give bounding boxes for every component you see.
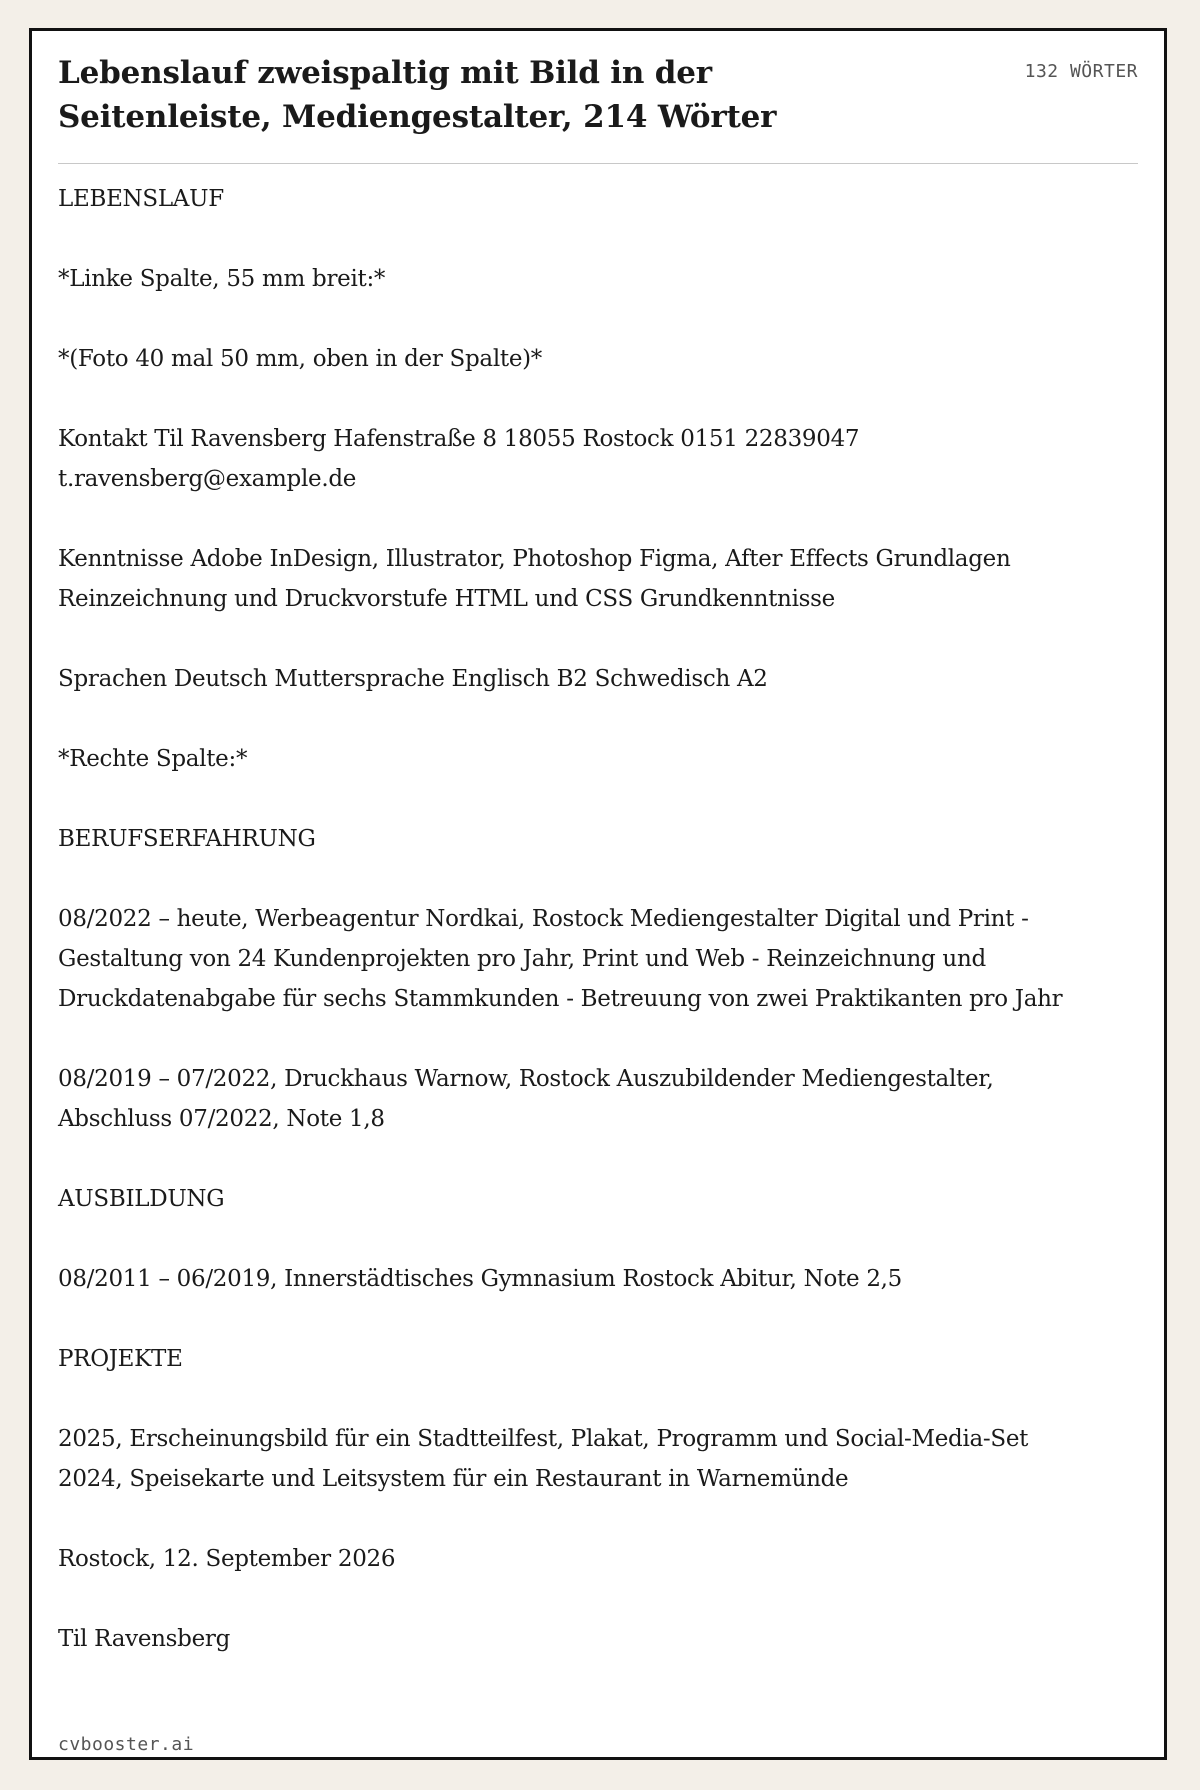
- experience-entry-2: 08/2019 – 07/2022, Druckhaus Warnow, Rostock Auszubildender Mediengestalter, Abschluss 07/2022, Note 1,8: [58, 1066, 994, 1132]
- languages-section: Sprachen Deutsch Muttersprache Englisch B2 Schwedisch A2: [58, 666, 768, 692]
- cv-document-card: [29, 28, 1167, 1760]
- document-title: Lebenslauf zweispaltig mit Bild in der Seitenleiste, Mediengestalter, 214 Wörter: [58, 55, 777, 135]
- education-entry-1: 08/2011 – 06/2019, Innerstädtisches Gymnasium Rostock Abitur, Note 2,5: [58, 1266, 902, 1292]
- skills-section: Kenntnisse Adobe InDesign, Illustrator, Photoshop Figma, After Effects Grundlagen Reinzeichnung und Druckvorstufe HTML und CSS Grundkenntnisse: [58, 546, 1011, 612]
- left-column-note: *Linke Spalte, 55 mm breit:*: [58, 266, 386, 292]
- place-date: Rostock, 12. September 2026: [58, 1546, 396, 1572]
- contact-section: Kontakt Til Ravensberg Hafenstraße 8 18055 Rostock 0151 22839047 t.ravensberg@example.de: [58, 426, 860, 492]
- projects-heading: PROJEKTE: [58, 1346, 183, 1372]
- projects-section: 2025, Erscheinungsbild für ein Stadtteilfest, Plakat, Programm und Social-Media-Set 2024, Speisekarte und Leitsystem für ein Restaurant in Warnemünde: [58, 1426, 1029, 1492]
- photo-note: *(Foto 40 mal 50 mm, oben in der Spalte)*: [58, 346, 543, 372]
- experience-heading: BERUFSERFAHRUNG: [58, 826, 316, 852]
- education-heading: AUSBILDUNG: [58, 1186, 225, 1212]
- cv-heading: LEBENSLAUF: [58, 186, 224, 212]
- document-body: [58, 179, 1098, 1699]
- word-count-badge: 132 WÖRTER: [1024, 61, 1138, 82]
- experience-entry-1: 08/2022 – heute, Werbeagentur Nordkai, Rostock Mediengestalter Digital und Print - Gestaltung von 24 Kundenprojekten pro Jahr, Print und Web - Reinzeichnung und Druckdatenabgabe für sechs Stammkunden - Betreuung von zwei Praktikanten pro Jahr: [58, 906, 1063, 1012]
- document-header: [58, 51, 1138, 164]
- footer-brand: cvbooster.ai: [58, 1734, 195, 1755]
- signature-name: Til Ravensberg: [58, 1626, 230, 1652]
- right-column-note: *Rechte Spalte:*: [58, 746, 248, 772]
